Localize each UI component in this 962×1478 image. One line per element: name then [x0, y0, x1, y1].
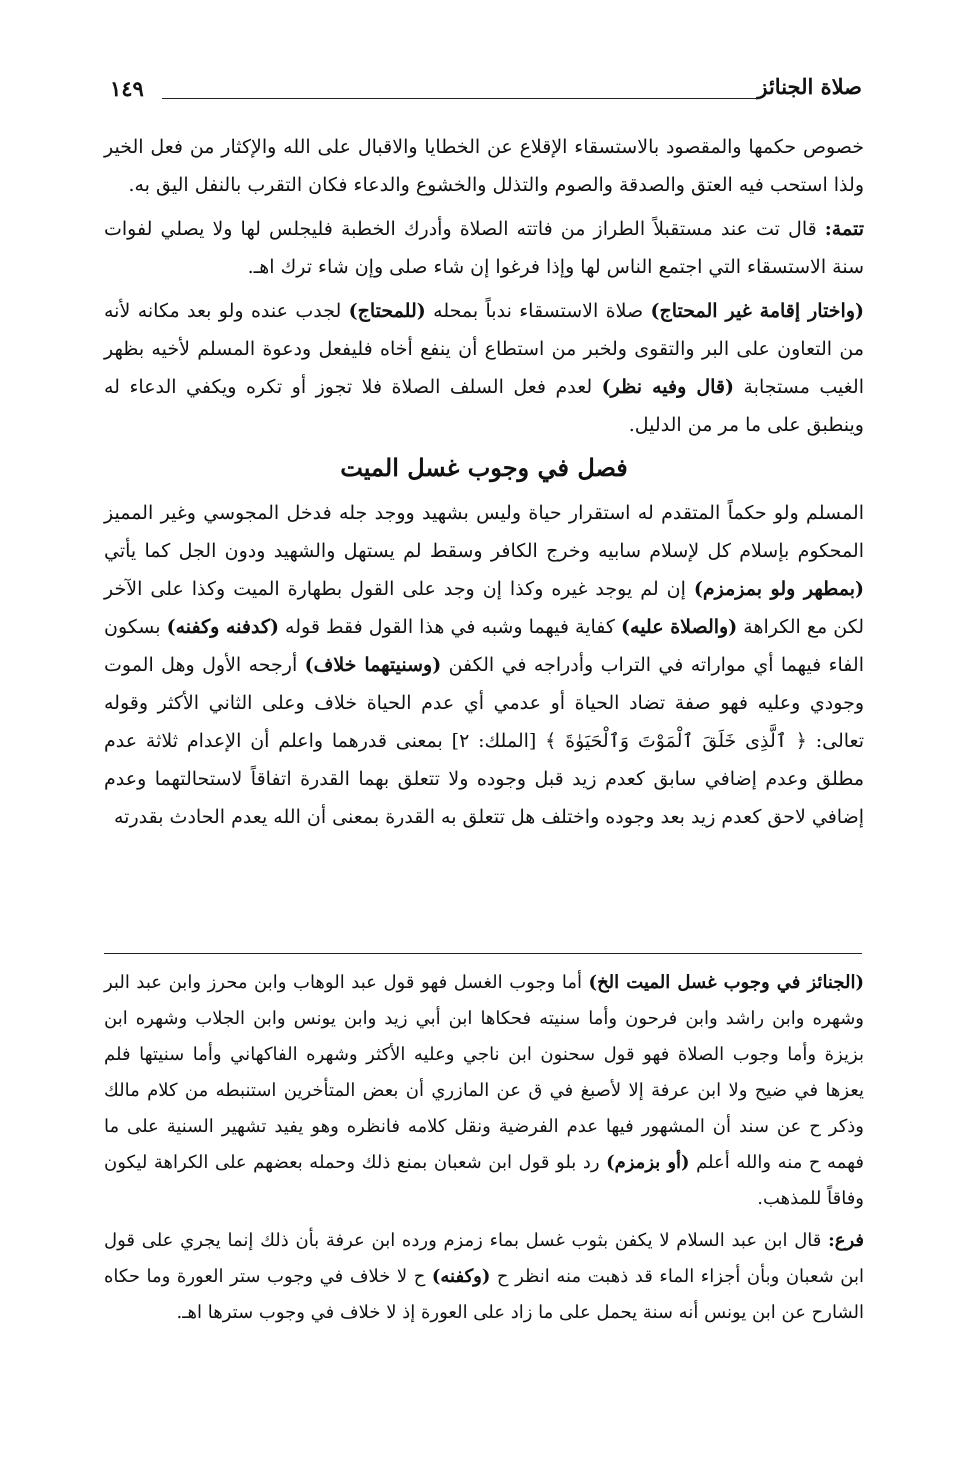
- paragraph-1: خصوص حكمها والمقصود بالاستسقاء الإقلاع عن الخطايا والاقبال على الله والإكثار من فعل الخير ولذا استحب فيه العتق والصدقة والصوم والتذلل والخشوع والدعاء فكان التقرب بالنفل اليق به.: [104, 136, 864, 196]
- marginal-notes: [104, 965, 864, 1331]
- note-heading: (وكفنه): [431, 1266, 491, 1287]
- commentary-text: [الملك: ٢] بمعنى قدرهما واعلم أن الإعدام ثلاثة عدم مطلق وعدم إضافي سابق كعدم زيد قبل وجوده ولا تتعلق بهما القدرة اتفاقاً لاستحالتهما وعدم إضافي لاحق كعدم زيد بعد وجوده واختلف هل تتعلق به القدرة بمعنى أن الله يعدم الحادث بقدرته: [104, 730, 864, 828]
- quran-quote: ﴿ ٱلَّذِى خَلَقَ ٱلْمَوْتَ وَٱلْحَيَوٰةَ ﴾: [545, 730, 807, 752]
- note-text: ح لا خلاف في وجوب ستر العورة وما حكاه الشارح عن ابن يونس أنه سنة يحمل على ما زاد على العورة إذ لا خلاف في وجوب سترها اهـ.: [104, 1266, 864, 1323]
- matn-phrase: (والصلاة عليه): [621, 616, 738, 638]
- note-heading: (أو بزمزم): [606, 1152, 690, 1173]
- commentary-text: أرجحه الأول وهل الموت وجودي وعليه فهو صفة تضاد الحياة أو عدمي أي عدم الحياة خلاف وعلى الثاني الأكثر وقوله تعالى:: [104, 654, 864, 752]
- footnote-divider: [104, 953, 862, 954]
- note-lead: فرع:: [828, 1230, 864, 1251]
- paragraph-4: [104, 494, 864, 836]
- commentary-text: المسلم ولو حكماً المتقدم له استقرار حياة وليس بشهيد ووجد جله فدخل المجوسي وغير المميز المحكوم بإسلام كل لإسلام سابيه وخرج الكافر وسقط لم يستهل والشهيد ودون الجل كما يأتي: [104, 502, 864, 562]
- note-heading: (الجنائز في وجوب غسل الميت الخ): [588, 972, 864, 993]
- matn-phrase: (للمحتاج): [348, 300, 426, 322]
- chapter-title: صلاة الجنائز: [757, 74, 862, 99]
- paragraph-3: [104, 292, 864, 444]
- note-2: [104, 1223, 864, 1331]
- commentary-text: لجدب عنده ولو بعد مكانه لأنه من التعاون على البر والتقوى ولخبر من استطاع أن ينفع أخاه فليفعل ودعوة المسلم لأخيه بظهر الغيب مستجابة: [104, 300, 864, 398]
- page-number: ١٤٩: [110, 76, 144, 101]
- matn-phrase: (وسنيتهما خلاف): [304, 654, 442, 676]
- note-text: قال ابن عبد السلام لا يكفن بثوب غسل بماء زمزم ورده ابن عرفة بأن ذلك إنما يجري على قول ابن شعبان وبأن أجزاء الماء قد ذهبت منه انظر ح: [104, 1230, 864, 1287]
- matn-phrase: (بمطهر ولو بمزمزم): [693, 578, 864, 600]
- running-header: [104, 74, 862, 108]
- note-text: رد بلو قول ابن شعبان بمنع ذلك وحمله بعضهم على الكراهة ليكون وفاقاً للمذهب.: [104, 1152, 864, 1209]
- commentary-text: لعدم فعل السلف الصلاة فلا تجوز أو تكره ويكفي الدعاء له وينطبق على ما مر من الدليل.: [104, 376, 864, 436]
- header-rule: [162, 98, 760, 99]
- matn-phrase: (قال وفيه نظر): [601, 376, 734, 398]
- paragraph-2-text: قال تت عند مستقبلاً الطراز من فاتته الصلاة وأدرك الخطبة فليجلس لها ولا يصلي لفوات سنة الاستسقاء التي اجتمع الناس لها وإذا فرغوا إن شاء صلى وإن شاء ترك اهـ.: [104, 218, 864, 278]
- matn-phrase: (واختار إقامة غير المحتاج): [650, 300, 864, 322]
- commentary-text: إن لم يوجد غيره وكذا إن وجد على القول بطهارة الميت وكذا على الآخر لكن مع الكراهة: [104, 578, 864, 638]
- paragraph-2: [104, 210, 864, 286]
- commentary-text: صلاة الاستسقاء ندباً بمحله: [425, 300, 651, 322]
- commentary-text: كفاية فيهما وشبه في هذا القول فقط قوله: [278, 616, 622, 638]
- section-title: فصل في وجوب غسل الميت: [340, 453, 628, 482]
- main-text: [104, 128, 864, 836]
- commentary-text: بسكون الفاء فيهما أي مواراته في التراب وأدراجه في الكفن: [104, 616, 864, 676]
- matn-phrase: (كدفنه وكفنه): [166, 616, 279, 638]
- note-1: [104, 965, 864, 1217]
- paragraph-2-lead: تتمة:: [824, 218, 864, 240]
- note-text: أما وجوب الغسل فهو قول عبد الوهاب وابن محرز وابن عبد البر وشهره وابن راشد وابن فرحون وأما سنيته فحكاها ابن أبي زيد وابن يونس وابن الجلاب وشهره ابن بزيزة وأما وجوب الصلاة فهو قول سحنون ابن ناجي وعليه الأكثر وشهره الفاكهاني وأما سنيتها فلم يعزها في ضيح ولا ابن عرفة إلا لأصبغ في ق عن المازري أن بعض المتأخرين استنبطه من كلام مالك وذكر ح عن سند أن المشهور فيها عدم الفرضية ونقل كلامه فانظره وهو يفيد تشهير السنية على ما فهمه ح منه والله أعلم: [104, 972, 864, 1173]
